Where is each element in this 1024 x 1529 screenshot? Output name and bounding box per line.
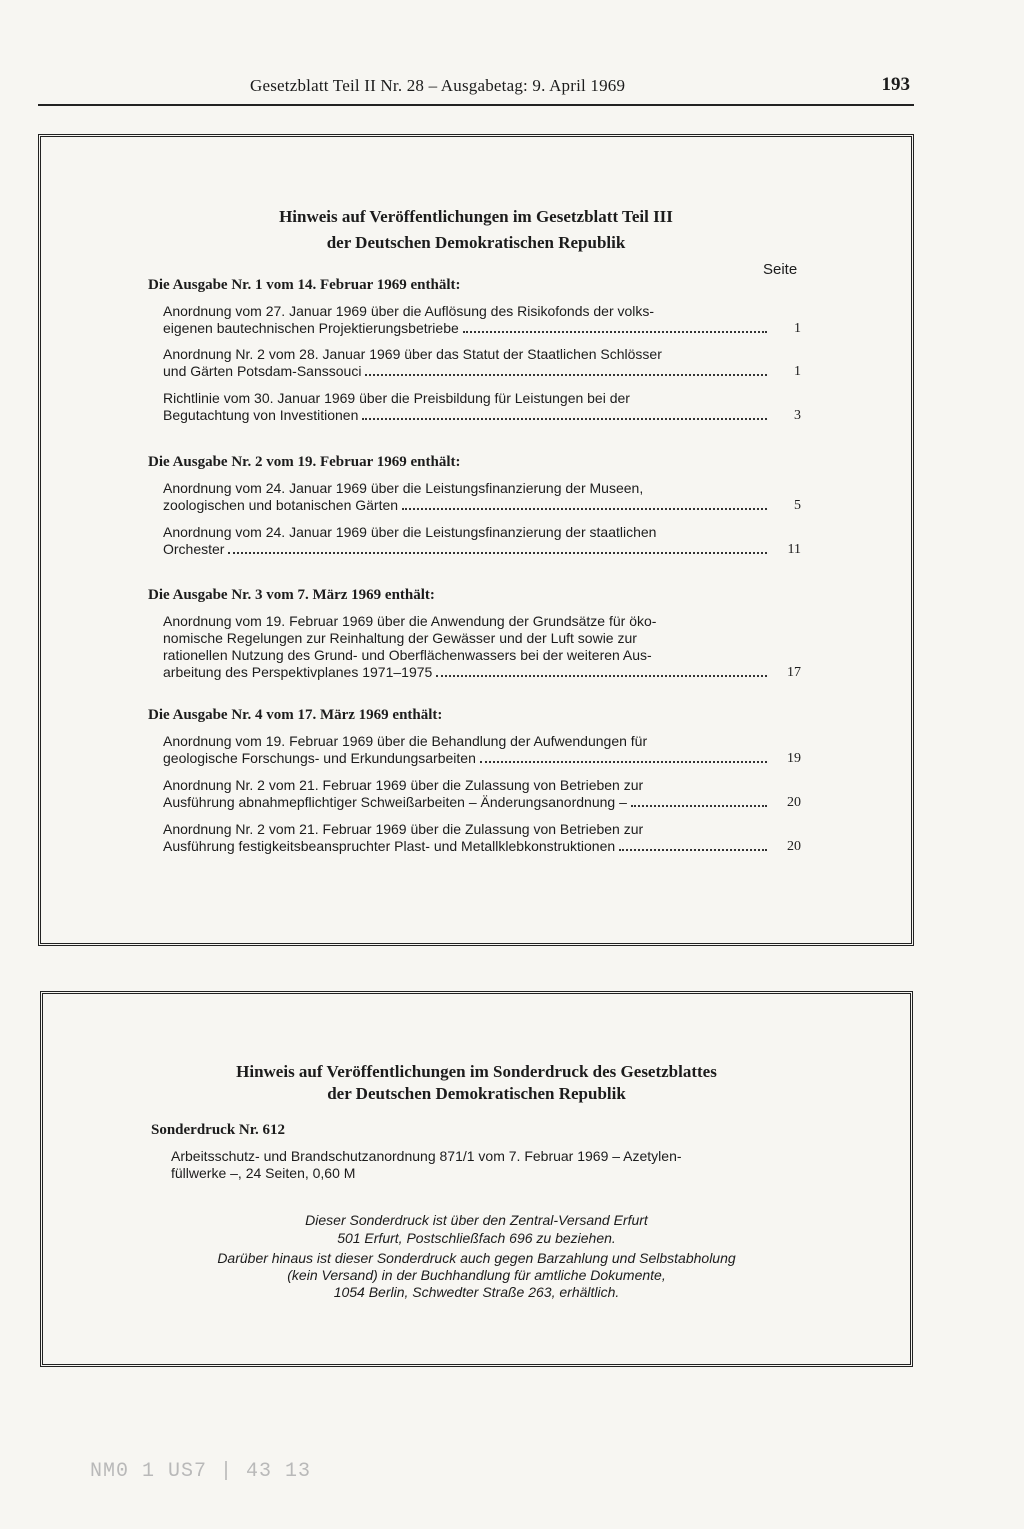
note-line: 1054 Berlin, Schwedter Straße 263, erhältlich.: [333, 1284, 620, 1300]
note-line: Darüber hinaus ist dieser Sonderdruck auch gegen Barzahlung und Selbstabholung: [217, 1250, 736, 1266]
list-item: Anordnung Nr. 2 vom 21. Februar 1969 über die Zulassung von Betrieben zur Ausführung abnahmepflichtiger Schweißarbeiten – Änderungsanordnung – 20: [163, 777, 801, 810]
list-item: Anordnung vom 24. Januar 1969 über die Leistungsfinanzierung der Museen, zoologischen und botanischen Gärten 5: [163, 480, 801, 513]
header-title: Gesetzblatt Teil II Nr. 28 – Ausgabetag: 9. April 1969: [250, 76, 626, 95]
page-number: 193: [881, 74, 910, 95]
page-ref: 19: [787, 751, 801, 766]
page-ref: 1: [794, 364, 801, 379]
page-ref: 17: [787, 665, 801, 680]
sonderdruck-heading: Sonderdruck Nr. 612: [151, 1122, 286, 1138]
sonderdruck-notice-box: [40, 991, 913, 1367]
note-line: Dieser Sonderdruck ist über den Zentral-Versand Erfurt: [305, 1212, 648, 1228]
list-item: Anordnung vom 19. Februar 1969 über die Behandlung der Aufwendungen für geologische Forschungs- und Erkundungsarbeiten 19: [163, 733, 801, 766]
list-item: Anordnung vom 19. Februar 1969 über die Anwendung der Grundsätze für öko- nomische Regelungen zur Reinhaltung der Gewässer und der Luft sowie zur rationellen Nutzung des Grund- und Oberflächenwassers bei der weiteren Aus- arbeitung des Perspektivplanes 1971–1975 17: [163, 613, 801, 680]
page-ref: 5: [794, 498, 801, 513]
sonderdruck-title-line1: Hinweis auf Veröffentlichungen im Sonderdruck des Gesetzblattes: [236, 1062, 717, 1081]
page-ref: 3: [794, 408, 801, 423]
list-item: Anordnung Nr. 2 vom 28. Januar 1969 über das Statut der Staatlichen Schlösser und Gärten Potsdam-Sanssouci 1: [163, 346, 801, 379]
list-item: Anordnung vom 24. Januar 1969 über die Leistungsfinanzierung der staatlichen Orchester 11: [163, 524, 801, 557]
issue-heading: Die Ausgabe Nr. 4 vom 17. März 1969 enthält:: [148, 707, 443, 723]
issue-heading: Die Ausgabe Nr. 1 vom 14. Februar 1969 enthält:: [148, 277, 461, 293]
page-ref: 20: [787, 839, 801, 854]
page-ref: 20: [787, 795, 801, 810]
gesetzblatt-notice-box: [38, 134, 914, 946]
list-item: Anordnung vom 27. Januar 1969 über die Auflösung des Risikofonds der volks- eigenen bautechnischen Projektierungsbetriebe 1: [163, 303, 801, 336]
notice-title-line2: der Deutschen Demokratischen Republik: [326, 233, 626, 252]
sonderdruck-title-line2: der Deutschen Demokratischen Republik: [327, 1084, 626, 1103]
page-header: [38, 74, 914, 106]
note-line: (kein Versand) in der Buchhandlung für amtliche Dokumente,: [287, 1267, 666, 1283]
issue-heading: Die Ausgabe Nr. 2 vom 19. Februar 1969 enthält:: [148, 454, 461, 470]
note-line: 501 Erfurt, Postschließfach 696 zu beziehen.: [337, 1230, 616, 1246]
list-item: Richtlinie vom 30. Januar 1969 über die Preisbildung für Leistungen bei der Begutachtung von Investitionen 3: [163, 390, 801, 423]
sonderdruck-description: Arbeitsschutz- und Brandschutzanordnung 871/1 vom 7. Februar 1969 – Azetylen- füllwerke –, 24 Seiten, 0,60 M: [171, 1148, 682, 1181]
issue-heading: Die Ausgabe Nr. 3 vom 7. März 1969 enthält:: [148, 587, 435, 603]
page-ref: 1: [794, 321, 801, 336]
seite-label: Seite: [763, 261, 798, 278]
list-item: Anordnung Nr. 2 vom 21. Februar 1969 über die Zulassung von Betrieben zur Ausführung festigkeitsbeanspruchter Plast- und Metallklebkonstruktionen 20: [163, 821, 801, 854]
page-ref: 11: [787, 542, 801, 557]
archive-stamp: NM0 1 US7 | 43 13: [90, 1460, 312, 1483]
notice-title-line1: Hinweis auf Veröffentlichungen im Gesetzblatt Teil III: [279, 207, 673, 226]
